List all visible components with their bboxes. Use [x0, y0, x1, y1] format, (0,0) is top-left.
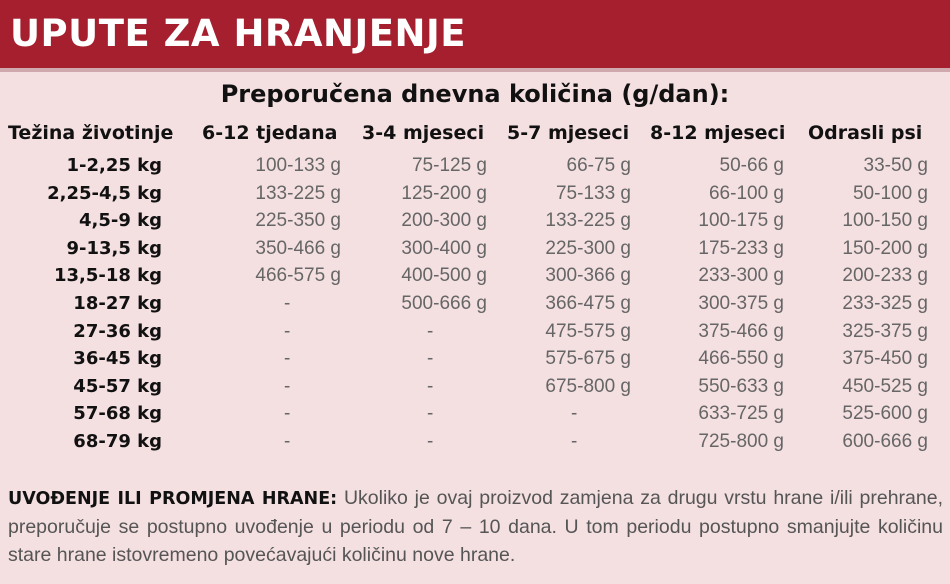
amount-cell: - — [284, 403, 291, 425]
amount-cell: 225-350 g — [255, 210, 341, 232]
amount-cell: 366-475 g — [545, 293, 631, 314]
amount-cell: 100-133 g — [255, 155, 341, 176]
table-row — [0, 183, 950, 211]
amount-cell: 100-150 g — [842, 210, 928, 232]
amount-cell: 125-200 g — [401, 182, 487, 204]
amount-cell: 500-666 g — [401, 293, 487, 314]
amount-cell: 575-675 g — [545, 348, 631, 370]
amount-cell: 200-300 g — [401, 210, 487, 232]
amount-cell: 466-550 g — [698, 348, 784, 370]
amount-cell: 50-100 g — [852, 182, 928, 204]
amount-cell: 525-600 g — [842, 403, 928, 425]
header-banner — [0, 0, 950, 72]
amount-cell: 675-800 g — [545, 375, 631, 397]
weight-cell: 13,5-18 kg — [53, 265, 162, 287]
amount-cell: - — [427, 320, 434, 342]
amount-cell: 233-300 g — [698, 265, 784, 287]
table-row — [0, 238, 950, 266]
table-row — [0, 293, 950, 321]
amount-cell: 150-200 g — [842, 237, 928, 259]
column-header-3-4-months: 3-4 mjeseci — [362, 122, 485, 144]
weight-cell: 57-68 kg — [73, 403, 162, 425]
amount-cell: - — [427, 403, 434, 425]
amount-cell: - — [284, 293, 291, 314]
amount-cell: 466-575 g — [255, 265, 341, 287]
amount-cell: 550-633 g — [698, 375, 784, 397]
column-header-8-12-months: 8-12 mjeseci — [650, 122, 786, 144]
table-subtitle: Preporučena dnevna količina (g/dan): — [220, 80, 730, 108]
amount-cell: 200-233 g — [842, 265, 928, 287]
amount-cell: 375-466 g — [698, 320, 784, 342]
table-row — [0, 210, 950, 238]
column-header-5-7-months: 5-7 mjeseci — [507, 122, 630, 144]
amount-cell: 325-375 g — [842, 320, 928, 342]
page-title: UPUTE ZA HRANJENJE — [10, 12, 467, 55]
amount-cell: 600-666 g — [842, 431, 928, 452]
weight-cell: 68-79 kg — [73, 431, 162, 452]
amount-cell: 66-100 g — [708, 182, 784, 204]
amount-cell: 175-233 g — [698, 237, 784, 259]
table-row — [0, 321, 950, 349]
amount-cell: 133-225 g — [545, 210, 631, 232]
amount-cell: 75-133 g — [555, 182, 631, 204]
feeding-note — [8, 484, 943, 569]
weight-cell: 27-36 kg — [73, 320, 162, 342]
weight-cell: 4,5-9 kg — [78, 210, 162, 232]
column-header-6-12-weeks: 6-12 tjedana — [202, 122, 338, 144]
table-row — [0, 431, 950, 459]
amount-cell: 300-375 g — [698, 293, 784, 314]
amount-cell: 375-450 g — [842, 348, 928, 370]
amount-cell: - — [284, 320, 291, 342]
column-header-weight: Težina životinje — [8, 122, 174, 144]
amount-cell: - — [284, 431, 291, 452]
amount-cell: - — [571, 431, 578, 452]
amount-cell: - — [427, 431, 434, 452]
column-header-adult-dogs: Odrasli psi — [808, 122, 923, 144]
weight-cell: 9-13,5 kg — [66, 237, 162, 259]
amount-cell: - — [284, 348, 291, 370]
amount-cell: 350-466 g — [255, 237, 341, 259]
amount-cell: 475-575 g — [545, 320, 631, 342]
amount-cell: 33-50 g — [863, 155, 928, 176]
amount-cell: 100-175 g — [698, 210, 784, 232]
amount-cell: 400-500 g — [401, 265, 487, 287]
amount-cell: - — [427, 375, 434, 397]
table-row — [0, 348, 950, 376]
table-row — [0, 155, 950, 183]
weight-cell: 18-27 kg — [73, 293, 162, 314]
amount-cell: - — [571, 403, 578, 425]
amount-cell: 66-75 g — [566, 155, 631, 176]
table-row — [0, 265, 950, 293]
amount-cell: - — [284, 375, 291, 397]
amount-cell: 50-66 g — [719, 155, 784, 176]
amount-cell: 633-725 g — [698, 403, 784, 425]
amount-cell: 300-400 g — [401, 237, 487, 259]
amount-cell: 233-325 g — [842, 293, 928, 314]
amount-cell: 225-300 g — [545, 237, 631, 259]
note-text: Ukoliko je ovaj proizvod zamjena za drugu vrstu hrane i/ili prehrane, preporučuje se postupno uvođenje u periodu od 7 – 10 dana. U tom periodu postupno smanjujte količinu stare hrane istovremeno povećavajući količinu nove hrane. — [8, 487, 944, 566]
amount-cell: 300-366 g — [545, 265, 631, 287]
table-row — [0, 403, 950, 431]
weight-cell: 2,25-4,5 kg — [47, 182, 162, 204]
weight-cell: 36-45 kg — [73, 348, 162, 370]
weight-cell: 1-2,25 kg — [66, 155, 162, 176]
weight-cell: 45-57 kg — [73, 375, 162, 397]
amount-cell: - — [427, 348, 434, 370]
amount-cell: 133-225 g — [255, 182, 341, 204]
amount-cell: 450-525 g — [842, 375, 928, 397]
table-row — [0, 376, 950, 404]
note-label: UVOĐENJE ILI PROMJENA HRANE: — [8, 489, 338, 509]
amount-cell: 75-125 g — [411, 155, 487, 176]
amount-cell: 725-800 g — [698, 431, 784, 452]
